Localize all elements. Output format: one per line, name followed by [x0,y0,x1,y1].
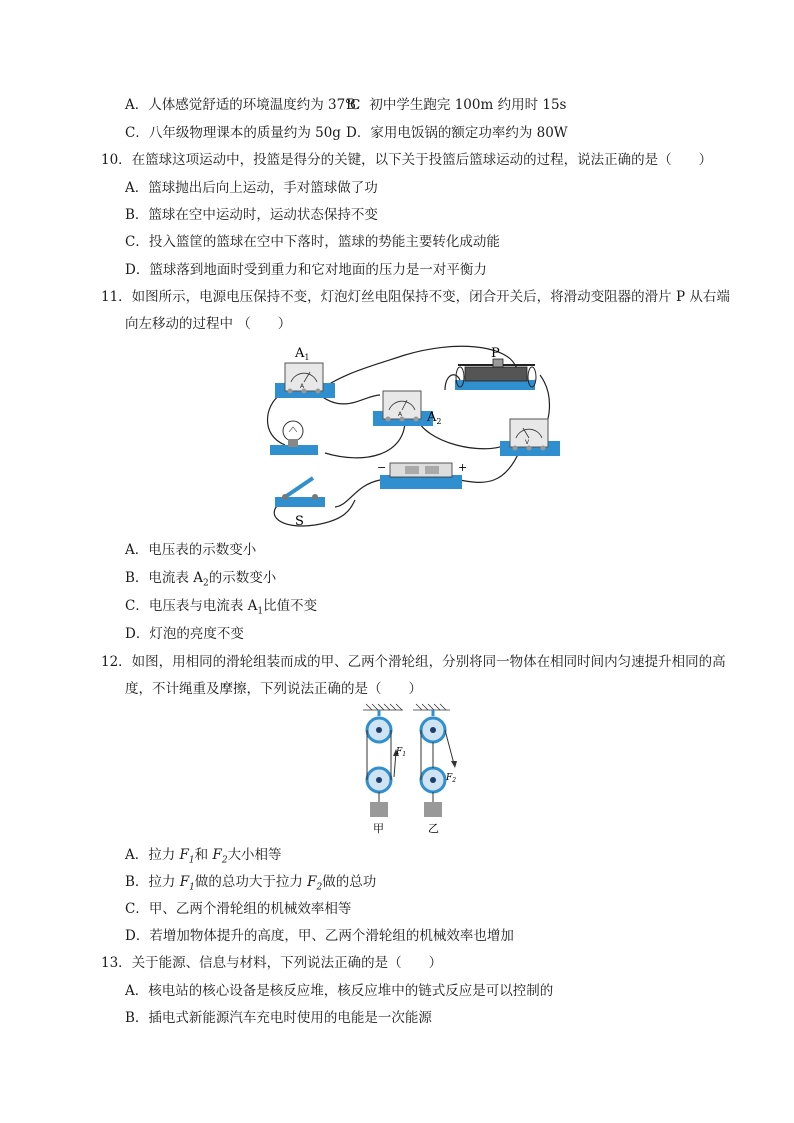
q11-stem-line1: 11．如图所示，电源电压保持不变，灯泡灯丝电阻保持不变，闭合开关后，将滑动变阻器的滑片 P 从右端 [101,289,730,305]
q9-option-b: B．初中学生跑完 100m 约用时 15s [346,97,567,113]
q11-option-a: A．电压表的示数变小 [125,542,257,558]
pulley-diagram [358,702,458,837]
ammeter-a1-icon [275,363,335,398]
q12-stem-line2: 度，不计绳重及摩擦，下列说法正确的是（ ） [125,681,422,697]
ammeter-a1-dial-label: A [300,383,305,390]
q11-option-c: C．电压表与电流表 $A_1$比值不变 [125,598,318,617]
label-s: S [295,514,304,529]
battery-icon [380,463,462,489]
switch-icon [275,478,325,507]
q10-option-c: C．投入篮筐的篮球在空中下落时，篮球的势能主要转化成动能 [125,234,500,250]
label-jia: 甲 [373,822,384,835]
q13-stem: 13．关于能源、信息与材料，下列说法正确的是（ ） [101,955,443,971]
q12-stem-line1: 12．如图，用相同的滑轮组装而成的甲、乙两个滑轮组，分别将同一物体在相同时间内匀速提升相同的高 [101,654,726,670]
label-yi: 乙 [428,822,439,835]
label-a2: $A_2$ [427,410,442,426]
q9-option-c: C．八年级物理课本的质量约为 50g [125,125,341,141]
label-f1: $F_1$ [396,747,407,758]
q11-option-d: D．灯泡的亮度不变 [125,626,244,642]
q10-option-d: D．篮球落到地面时受到重力和它对地面的压力是一对平衡力 [125,262,487,278]
bulb-icon [270,421,318,455]
q9-option-a: A．人体感觉舒适的环境温度约为 37℃ [125,97,361,113]
rheostat-icon [455,359,536,390]
q9-option-d: D．家用电饭锅的额定功率约为 80W [346,125,568,141]
q12-option-a: A．拉力 $F_1$和 $F_2$大小相等 [125,847,282,866]
ammeter-a2-icon [373,391,433,426]
ammeter-a2-dial-label: A [398,411,403,418]
q10-stem: 10．在篮球这项运动中，投篮是得分的关键，以下关于投篮后篮球运动的过程，说法正确的是（ ） [101,152,713,168]
q13-option-a: A．核电站的核心设备是核反应堆，核反应堆中的链式反应是可以控制的 [125,983,554,999]
circuit-diagram [255,335,575,535]
voltmeter-icon [500,419,560,456]
label-f2: $F_2$ [446,773,457,784]
pulley-group-jia-icon [367,710,399,817]
q12-option-b: B．拉力 $F_1$做的总功大于拉力 $F_2$做的总功 [125,874,377,893]
q12-option-d: D．若增加物体提升的高度，甲、乙两个滑轮组的机械效率也增加 [125,928,514,944]
q10-option-a: A．篮球抛出后向上运动，手对篮球做了功 [125,180,378,196]
label-minus: − [377,461,387,474]
q11-stem-line2: 向左移动的过程中 （ ） [125,316,292,332]
q10-option-b: B．篮球在空中运动时，运动状态保持不变 [125,207,378,223]
q13-option-b: B．插电式新能源汽车充电时使用的电能是一次能源 [125,1010,432,1026]
label-p: P [491,346,500,361]
q11-option-b: B．电流表 $A_2$的示数变小 [125,570,277,589]
voltmeter-dial-label: V [525,439,530,446]
q12-option-c: C．甲、乙两个滑轮组的机械效率相等 [125,901,352,917]
pulley-group-yi-icon [421,710,457,817]
label-plus: + [458,461,468,474]
label-a1: $A_1$ [295,346,310,362]
